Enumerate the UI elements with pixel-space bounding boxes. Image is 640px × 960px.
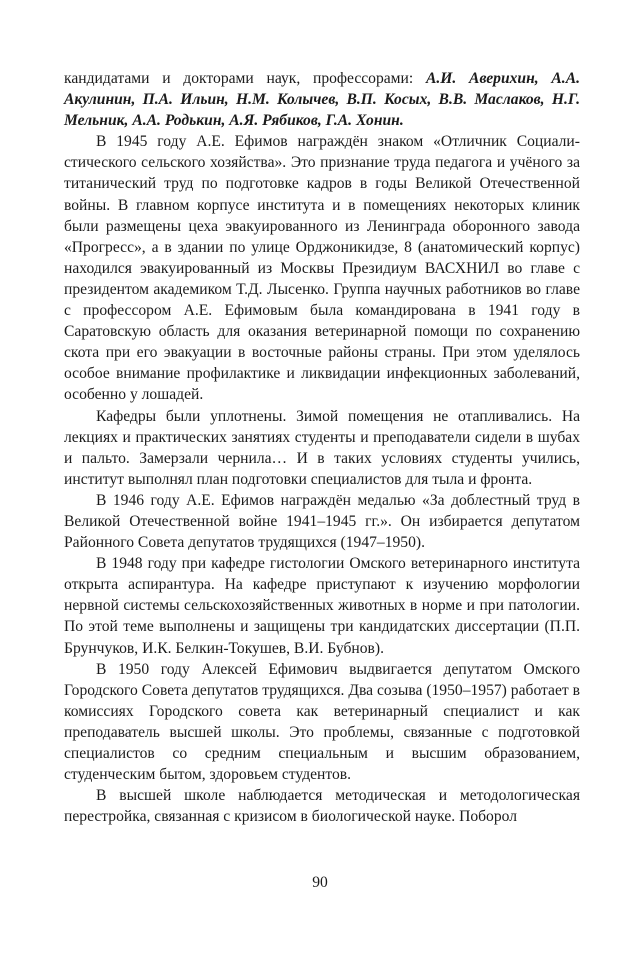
page-number: 90 [312,874,328,891]
paragraph-1946-medal: В 1946 году А.Е. Ефимов награждён медалью «За доблестный труд в Великой Отечественной войне 1941–1945 гг.». Он избирается депутатом Районного Совета депутатов трудящихся (1947–1950). [64,491,580,552]
paragraph-1948-postgraduate: В 1948 году при кафедре гистологии Омского ветеринарного института открыта аспирантура. На кафедре приступают к изучению морфологии нервной системы сельскохозяйственных животных в норме и при патологии. По этой теме выполнены и защищены три кандидатских диссертации (П.П. Брунчуков, И.К. Белкин-Токушев, В.И. Бубнов). [64,555,580,657]
paragraph-higher-school: В высшей школе наблюдается методическая и методологическая перестройка, связанная с кризисом в биологической науке. Поборол [64,787,580,826]
paragraph-1950-deputy: В 1950 году Алексей Ефимович выдвигается депутатом Омского Городского Совета депутатов трудящихся. Два созыва (1950–1957) работает в комиссиях Городского совета как ветеринарный специалист и как преподаватель высшей школы. Это проблемы, связанные с подготовкой специалистов со средним специальным и высшим образованием, студенческим бытом, здоровьем студентов. [64,660,580,784]
paragraph-war-conditions: Кафедры были уплотнены. Зимой помещения не отапливались. На лекциях и практических занятиях студенты и преподаватели сидели в шубах и пальто. Замерзали чернила… И в таких условиях студенты учились, институт выполнял план подготовки специалистов для тыла и фронта. [64,407,580,488]
intro-paragraph [64,68,580,131]
intro-text: кандидатами и докторами наук, профессорами: [64,70,426,87]
professor-names: А.И. Аверихин, А.А. Акулинин, П.А. Ильин, Н.М. Колычев, В.П. Косых, В.В. Маслаков, Н.Г. Мельник, А.А. Родькин, А.Я. Рябиков, Г.А. Хонин. [64,70,580,130]
page-body [64,68,580,827]
paragraph-1945-award: В 1945 году А.Е. Ефимов награждён знаком «Отличник Социалистического сельского хозяйства». Это признание труда педагога и учёного за титанический труд по подготовке кадров в годы Великой Отечественной войны. В главном корпусе института и в помещениях некоторых клиник были размещены цеха эвакуированного из Ленинграда оборонного завода «Прогресс», а в здании по улице Орджоникидзе, 8 (анатомический корпус) находился эвакуированный из Москвы Президиум ВАСХНИЛ во главе с президентом академиком Т.Д. Лысенко. Группа научных работников во главе с профессором А.Е. Ефимовым была командирована в 1941 году в Саратовскую область для оказания ветеринарной помощи по сохранению скота при его эвакуации в восточные районы страны. При этом уделялось особое внимание профилактике и ликвидации инфекционных заболеваний, особенно у лошадей. [64,133,580,404]
